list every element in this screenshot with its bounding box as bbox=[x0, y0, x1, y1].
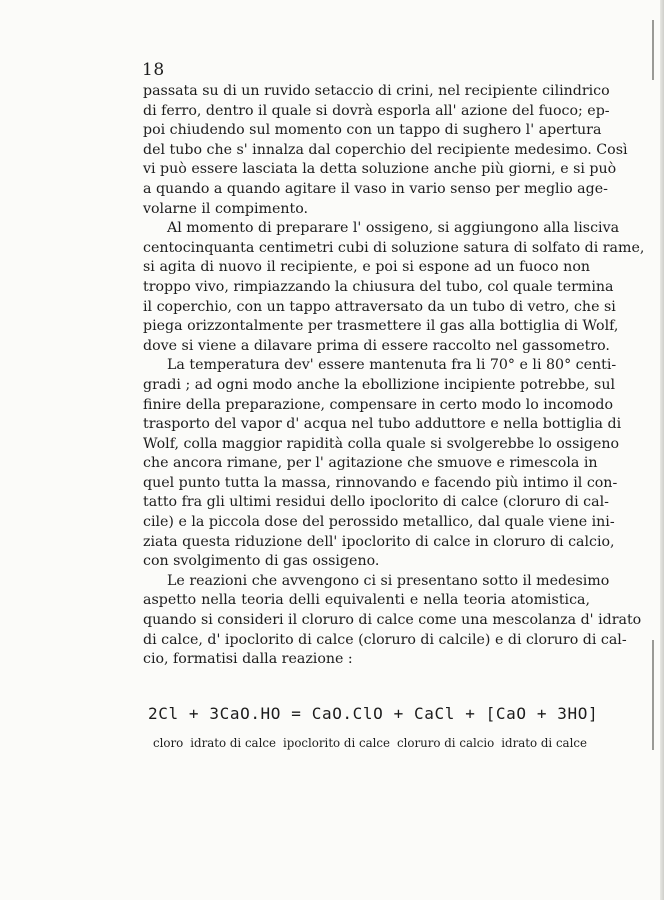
text-line: volarne il compimento. bbox=[143, 200, 309, 217]
text-line: finire della preparazione, compensare in certo modo lo incomodo bbox=[143, 396, 614, 413]
text-line: cio, formatisi dalla reazione : bbox=[143, 651, 353, 668]
text-line: Wolf, colla maggior rapidità colla quale si svolgerebbe lo ossigeno bbox=[143, 435, 620, 452]
chemical-equation: 2Cl + 3CaO.HO = CaO.ClO + CaCl + [CaO + 3HO] bbox=[148, 704, 599, 723]
text-line: a quando a quando agitare il vaso in vario senso per meglio age- bbox=[143, 180, 608, 197]
page-number: 18 bbox=[142, 60, 165, 80]
text-line: La temperatura dev' essere mantenuta fra li 70° e li 80° centi- bbox=[167, 357, 617, 374]
text-line: che ancora rimane, per l' agitazione che smuove e rimescola in bbox=[143, 455, 598, 472]
text-line: ziata questa riduzione dell' ipoclorito di calce in cloruro di calcio, bbox=[143, 533, 615, 550]
equation-label: cloruro di calcio bbox=[397, 736, 495, 750]
edge-shadow bbox=[652, 20, 654, 80]
text-line: di ferro, dentro il quale si dovrà esporla all' azione del fuoco; ep- bbox=[143, 102, 610, 119]
text-line: vi può essere lasciata la detta soluzione anche più giorni, e si può bbox=[143, 161, 617, 178]
text-line: aspetto nella teoria delli equivalenti e nella teoria atomistica, bbox=[143, 592, 590, 609]
page-edge bbox=[660, 0, 664, 900]
text-line: Al momento di preparare l' ossigeno, si aggiungono alla lisciva bbox=[167, 220, 620, 237]
text-line: troppo vivo, rimpiazzando la chiusura del tubo, col quale termina bbox=[143, 278, 614, 295]
text-line: il coperchio, con un tappo attraversato da un tubo di vetro, che si bbox=[143, 298, 616, 315]
text-line: di calce, d' ipoclorito di calce (cloruro di calcile) e di cloruro di cal- bbox=[143, 631, 627, 648]
equation-labels bbox=[153, 736, 587, 750]
text-line: piega orizzontalmente per trasmettere il gas alla bottiglia di Wolf, bbox=[143, 318, 619, 335]
equation-label: ipoclorito di calce bbox=[283, 736, 390, 750]
text-line: passata su di un ruvido setaccio di crini, nel recipiente cilindrico bbox=[143, 83, 610, 99]
text-line: poi chiudendo sul momento con un tappo di sughero l' apertura bbox=[143, 122, 602, 139]
text-line: Le reazioni che avvengono ci si presentano sotto il medesimo bbox=[167, 572, 610, 589]
text-line: quando si consideri il cloruro di calce come una mescolanza d' idrato bbox=[143, 612, 642, 629]
text-line: tatto fra gli ultimi residui dello ipoclorito di calce (cloruro di cal- bbox=[143, 494, 609, 511]
text-line: quel punto tutta la massa, rinnovando e facendo più intimo il con- bbox=[143, 474, 618, 491]
text-line: gradi ; ad ogni modo anche la ebollizione incipiente potrebbe, sul bbox=[143, 376, 616, 393]
text-line: con svolgimento di gas ossigeno. bbox=[143, 553, 380, 570]
text-line: del tubo che s' innalza dal coperchio del recipiente medesimo. Così bbox=[143, 141, 628, 158]
text-line: cile) e la piccola dose del perossido metallico, dal quale viene ini- bbox=[143, 514, 615, 531]
text-line: centocinquanta centimetri cubi di soluzione satura di solfato di rame, bbox=[143, 239, 645, 256]
edge-shadow bbox=[652, 640, 654, 750]
body-text bbox=[143, 82, 645, 670]
equation-label: idrato di calce bbox=[501, 736, 587, 750]
equation-label: cloro bbox=[153, 736, 184, 750]
text-line: si agita di nuovo il recipiente, e poi si espone ad un fuoco non bbox=[143, 259, 590, 276]
text-line: dove si viene a dilavare prima di essere raccolto nel gassometro. bbox=[143, 337, 610, 354]
text-line: trasporto del vapor d' acqua nel tubo adduttore e nella bottiglia di bbox=[143, 416, 622, 433]
equation-label: idrato di calce bbox=[190, 736, 276, 750]
